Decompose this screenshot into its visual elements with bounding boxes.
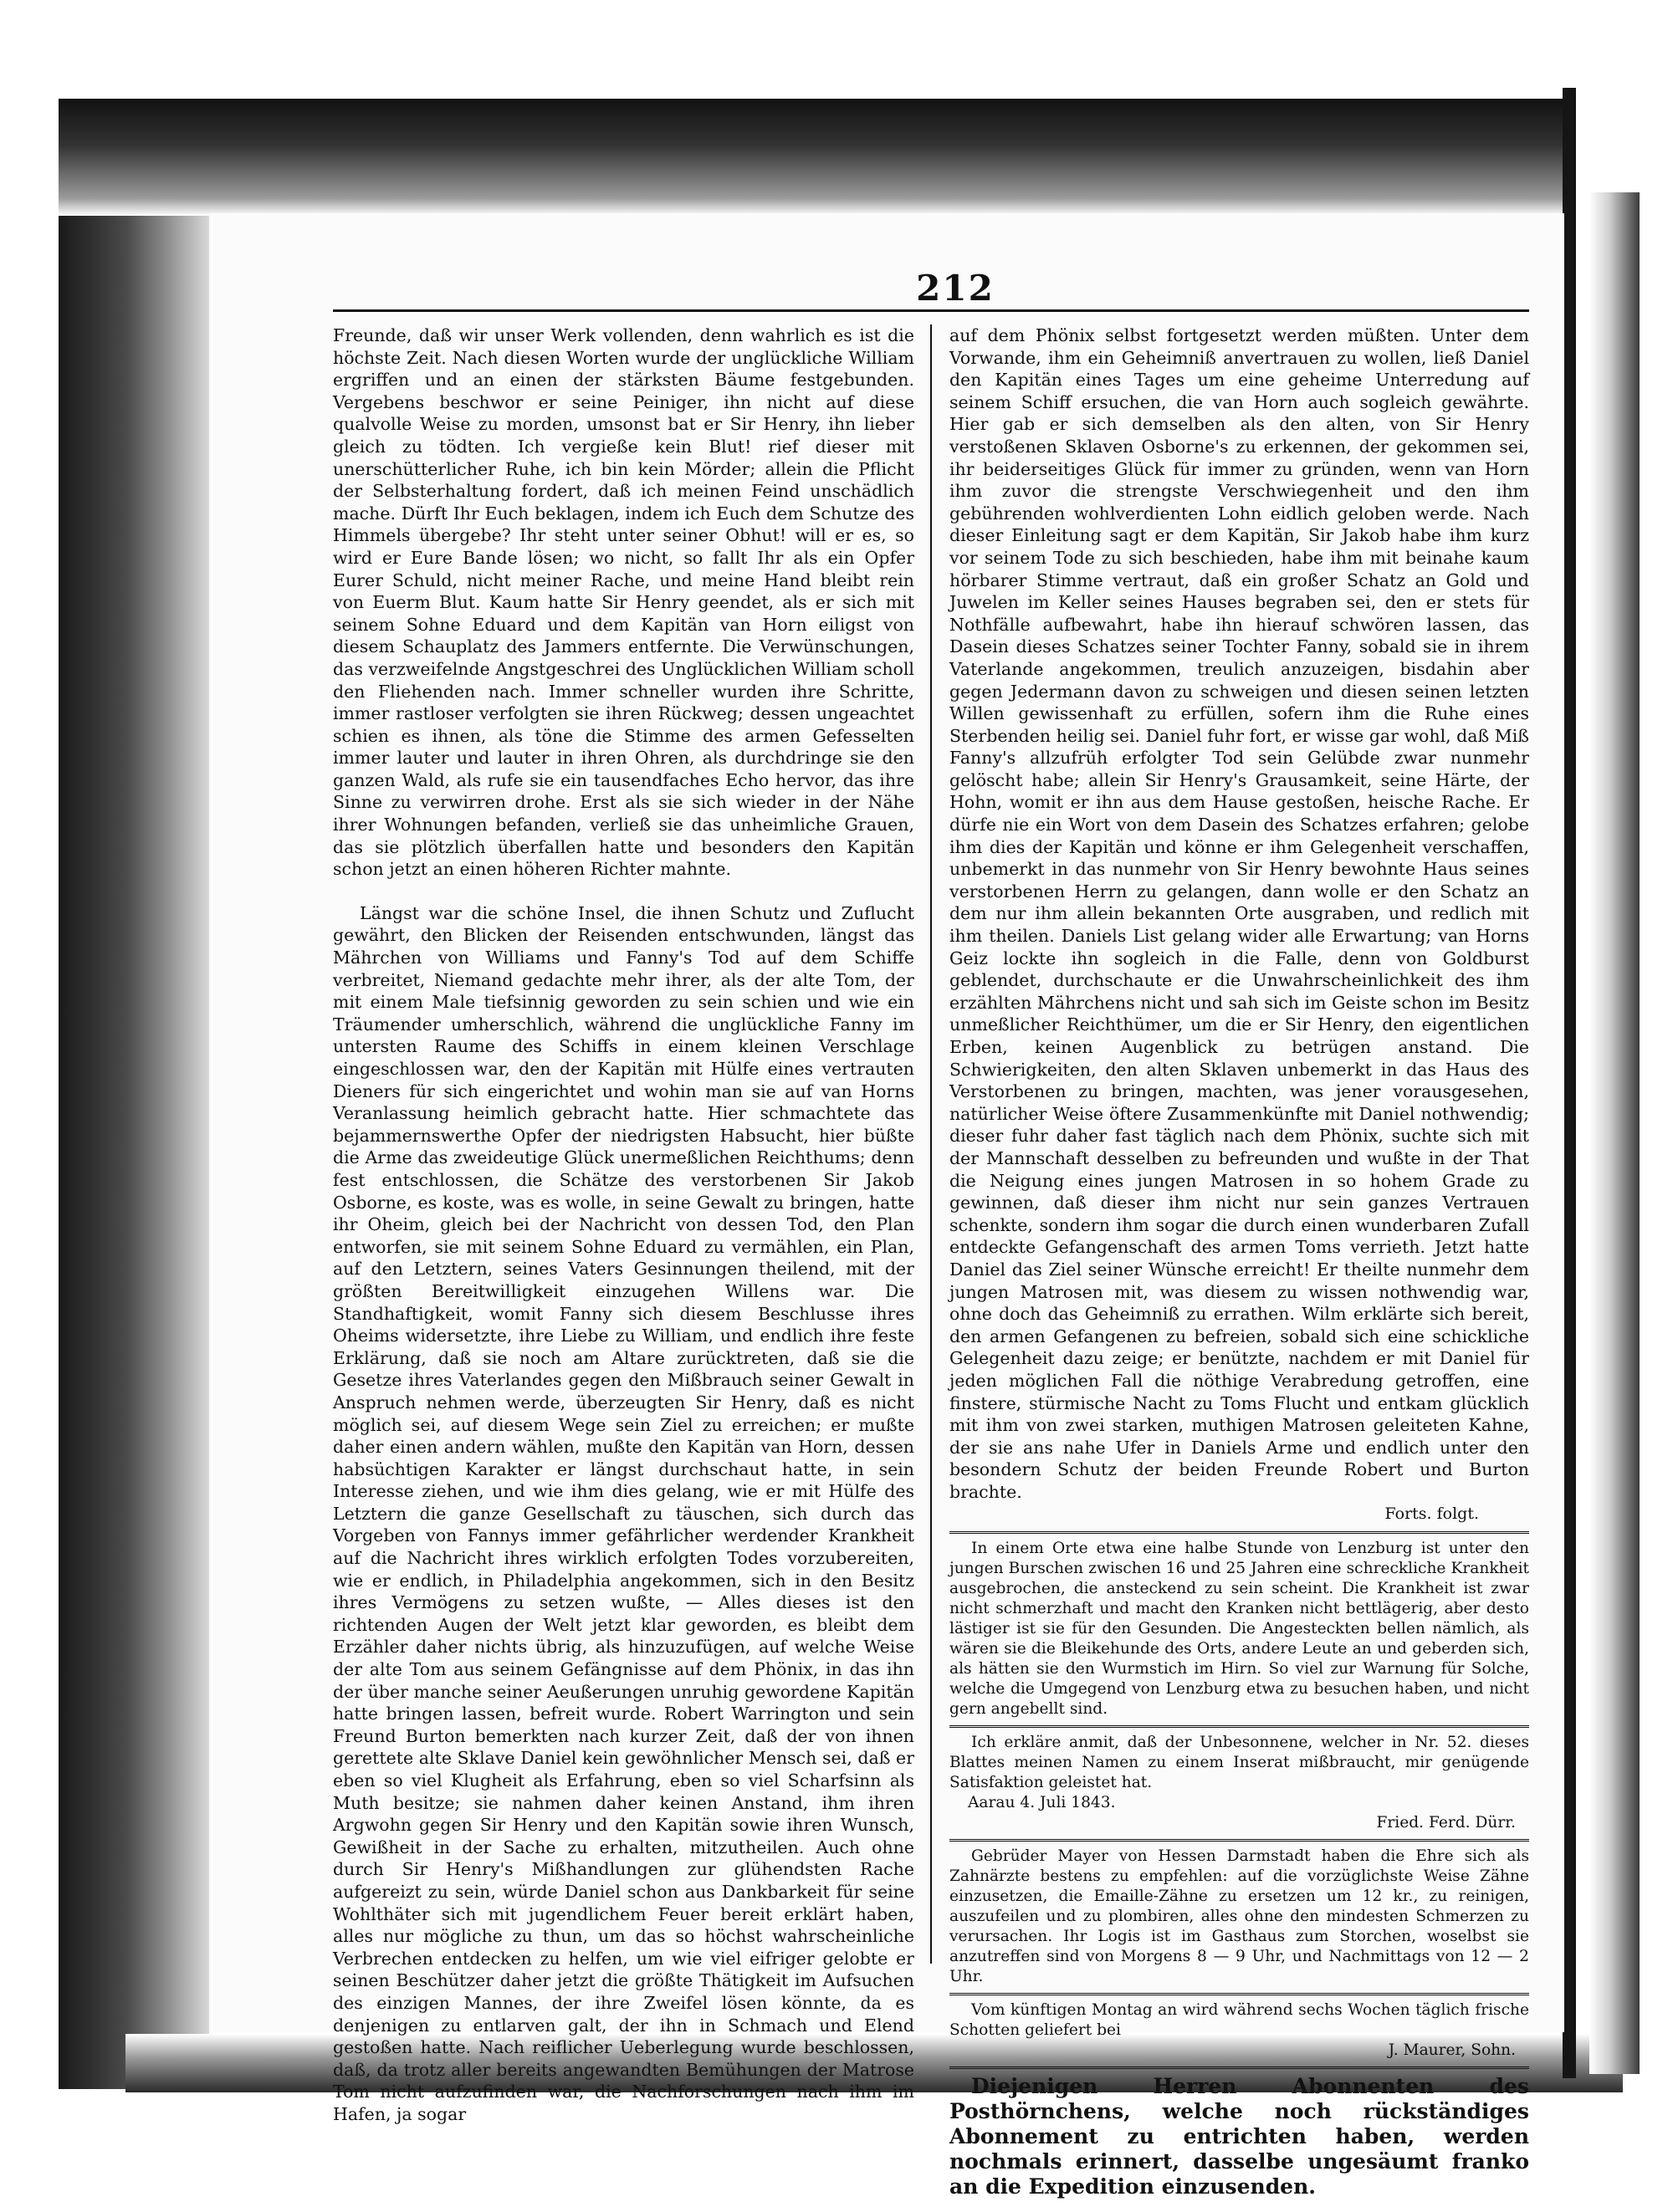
ad-declaration [949,1733,1529,1833]
book-right-edge [1589,192,1640,2074]
ad-lenzburg [949,1539,1529,1719]
book-binding-left [59,99,209,2089]
continuation-note: Forts. folgt. [1384,1504,1479,1524]
right-column [949,324,1529,2199]
subscriber-notice: Diejenigen Herren Abonnenten des Posthörnchens, welche noch rückständiges Abonnement zu entrichten haben, werden nochmals erinnert, dasselbe ungesäumt franko an die Expedition einzusenden. [949,2074,1529,2199]
ad-divider [949,1531,1529,1534]
ad-schotten-text: Vom künftigen Montag an wird während sechs Wochen täglich frische Schotten geliefert bei [949,2001,1529,2040]
book-fold-line [1563,88,1576,2078]
ad-schotten [949,2000,1529,2061]
left-paragraph-2: Längst war die schöne Insel, die ihnen Schutz und Zuflucht gewährt, den Blicken der Reisenden entschwunden, längst das Mährchen von Williams und Fanny's Tod auf dem Schiffe verbreitet, Niemand gedachte mehr ihrer, als der alte Tom, der mit einem Male tiefsinnig geworden zu sein schien und wie ein Träumender umherschlich, während die unglückliche Fanny im untersten Raume des Schiffs in einem kleinen Verschlage eingeschlossen war, den der Kapitän mit Hülfe eines vertrauten Dieners für sich eingerichtet und wohin man sie auf van Horns Veranlassung heimlich gebracht hatte. Hier schmachtete das bejammernswerthe Opfer der niedrigsten Habsucht, hier büßte die Arme das zweideutige Glück unermeßlichen Reichthums; denn fest entschlossen, die Schätze des verstorbenen Sir Jakob Osborne, es koste, was es wolle, in seine Gewalt zu bringen, hatte ihr Oheim, gleich bei der Nachricht von dessen Tod, den Plan entworfen, sie mit seinem Sohne Eduard zu vermählen, ein Plan, auf den Letztern, seines Vaters Gesinnungen theilend, mit der größten Bereitwilligkeit einzugehen Willens war. Die Standhaftigkeit, womit Fanny sich diesem Beschlusse ihres Oheims widersetzte, ihre Liebe zu William, und endlich ihre feste Erklärung, daß sie noch am Altare zurücktreten, daß sie die Gesetze ihres Vaterlandes gegen den Mißbrauch seiner Gewalt in Anspruch nehmen werde, überzeugten Sir Henry, daß es nicht möglich sei, auf diesem Wege sein Ziel zu erreichen; er mußte daher einen andern wählen, mußte den Kapitän van Horn, dessen habsüchtigen Karakter er längst durchschaut hatte, in sein Interesse ziehen, und wie ihm dies gelang, wie er mit Hülfe des Letztern die ganze Gesellschaft zu täuschen, sich durch das Vorgeben von Fannys immer gefährlicher werdender Krankheit auf die Nachricht ihres wirklich erfolgten Todes vorzubereiten, wie er endlich, in Philadelphia angekommen, sich in den Besitz ihres Vermögens zu setzen wußte, — Alles dieses ist den richtenden Augen der Welt jetzt klar geworden, es bleibt dem Erzähler daher nichts übrig, als hinzuzufügen, auf welche Weise der alte Tom aus seinem Gefängnisse auf dem Phönix, in das ihn der über manche seiner Aeußerungen unruhig gewordene Kapitän hatte bringen lassen, befreit wurde. Robert Warrington und sein Freund Burton bemerkten nach kurzer Zeit, daß der von ihnen gerettete alte Sklave Daniel kein gewöhnlicher Mensch sei, daß er eben so viel Klugheit als Erfahrung, eben so viel Scharfsinn als Muth besitze; sie nahmen daher keinen Anstand, ihm ihren Argwohn gegen Sir Henry und den Kapitän sowie ihren Wunsch, Gewißheit in der Sache zu erhalten, mitzutheilen. Auch ohne durch Sir Henry's Mißhandlungen zur glühendsten Rache aufgereizt zu sein, würde Daniel schon aus Dankbarkeit für seine Wohlthäter sich mit jugendlichem Feuer bereit erklärt haben, alles nur mögliche zu thun, um das so höchst wahrscheinliche Verbrechen entdecken zu helfen, um wie viel eifriger gelobte er seinen Beschützer daher jetzt die größte Thätigkeit im Aufsuchen des einzigen Mannes, der ihre Zweifel lösen könnte, da es denjenigen zu entlarven galt, der ihn in Schmach und Elend gestoßen hatte. Nach reiflicher Ueberlegung wurde beschlossen, daß, da trotz aller bereits angewandten Bemühungen der Matrose Tom nicht aufzufinden war, die Nachforschungen nach ihm im Hafen, ja sogar [333,902,914,2124]
page-number: 212 [916,268,995,309]
ad-declaration-signature: Fried. Ferd. Dürr. [1376,1814,1516,1832]
header-rule [333,309,1529,312]
ad-declaration-date: Aarau 4. Juli 1843. [968,1794,1116,1812]
ad-schotten-signature: J. Maurer, Sohn. [1388,2041,1516,2060]
ad-lenzburg-text: In einem Orte etwa eine halbe Stunde von Lenzburg ist unter den jungen Burschen zwischen 16 und 25 Jahren eine schreckliche Krankheit ausgebrochen, die ansteckend zu sein scheint. Die Krankheit ist zwar nicht schmerzhaft und macht den Kranken nicht bettlägerig, aber desto lästiger ist sie für den Gesunden. Die Angesteckten bellen nämlich, als wären sie die Bleikehunde des Orts, andere Leute an und geberden sich, als hätten sie den Wurmstich im Hirn. So viel zur Warnung für Solche, welche die Umgegend von Lenzburg etwa zu besuchen haben, und nicht gern angebellt sind. [949,1540,1529,1719]
ad-divider [949,1839,1529,1842]
ad-divider [949,1725,1529,1728]
ad-dentists [949,1847,1529,1987]
column-rule [930,324,932,1964]
left-paragraph-1: Freunde, daß wir unser Werk vollenden, denn wahrlich es ist die höchste Zeit. Nach diesen Worten wurde der unglückliche William ergriffen und an einen der stärksten Bäume festgebunden. Vergebens beschwor er seine Peiniger, ihn nicht auf diese qualvolle Weise zu morden, umsonst bat er Sir Henry, ihn lieber gleich zu tödten. Ich vergieße kein Blut! rief dieser mit unerschütterlicher Ruhe, ich bin kein Mörder; allein die Pflicht der Selbsterhaltung fordert, daß ich meinen Feind unschädlich mache. Dürft Ihr Euch beklagen, indem ich Euch dem Schutze des Himmels übergebe? Ihr steht unter seiner Obhut! will er es, so wird er Eure Bande lösen; wo nicht, so fallt Ihr als ein Opfer Eurer Schuld, nicht meiner Rache, und meine Hand bleibt rein von Euerm Blut. Kaum hatte Sir Henry geendet, als er sich mit seinem Sohne Eduard und dem Kapitän van Horn eiligst von diesem Schauplatz des Jammers entfernte. Die Verwünschungen, das verzweifelnde Angstgeschrei des Unglücklichen William scholl den Fliehenden nach. Immer schneller wurden ihre Schritte, immer rastloser verfolgten sie ihren Rückweg; dessen ungeachtet schien es ihnen, als töne die Stimme des armen Gefesselten immer lauter und lauter in ihren Ohren, als durchdringe sie den ganzen Wald, als rufe sie ein tausendfaches Echo hervor, das ihre Sinne zu verwirren drohe. Erst als sie sich wieder in der Nähe ihrer Wohnungen befanden, verließ sie das unheimliche Grauen, das sie plötzlich überfallen hatte und besonders den Kapitän schon jetzt an einen höheren Richter mahnte. [333,325,914,880]
ad-dentists-text: Gebrüder Mayer von Hessen Darmstadt haben die Ehre sich als Zahnärzte bestens zu empfehlen: auf die vorzüglichste Weise Zähne einzusetzen, die Emaille-Zähne zu ersetzen um 12 kr., zu reinigen, auszufeilen und zu plombiren, alles ohne den mindesten Schmerzen zu verursachen. Ihr Logis ist im Gasthaus zum Storchen, woselbst sie anzutreffen sind von Morgens 8 — 9 Uhr, und Nachmittags von 12 — 2 Uhr. [949,1847,1529,1986]
left-column [333,324,914,2126]
ad-declaration-text: Ich erkläre anmit, daß der Unbesonnene, welcher in Nr. 52. dieses Blattes meinen Namen zu einem Inserat mißbraucht, mir genügende Satisfaktion geleistet hat. [949,1734,1529,1792]
right-paragraph-1: auf dem Phönix selbst fortgesetzt werden müßten. Unter dem Vorwande, ihm ein Geheimniß anvertrauen zu wollen, ließ Daniel den Kapitän eines Tages um eine geheime Unterredung auf seinem Schiff ersuchen, die van Horn auch sogleich gewährte. Hier gab er sich demselben als den alten, von Sir Henry verstoßenen Sklaven Osborne's zu erkennen, der gekommen sei, ihr beiderseitiges Glück für immer zu gründen, wenn van Horn ihm zuvor die strengste Verschwiegenheit und den ihm gebührenden wohlverdienten Lohn eidlich geloben werde. Nach dieser Einleitung sagt er dem Kapitän, Sir Jakob habe ihm kurz vor seinem Tode zu sich beschieden, habe ihm mit beinahe kaum hörbarer Stimme vertraut, daß ein großer Schatz an Gold und Juwelen im Keller seines Hauses begraben sei, den er stets für Nothfälle aufbewahrt, habe ihn hierauf schwören lassen, das Dasein dieses Schatzes seiner Tochter Fanny, sobald sie in ihrem Vaterlande angekommen, treulich anzuzeigen, bisdahin aber gegen Jedermann davon zu schweigen und diesen seinen letzten Willen gewissenhaft zu erfüllen, sofern ihm die Ruhe eines Sterbenden heilig sei. Daniel fuhr fort, er wisse gar wohl, daß Miß Fanny's allzufrüh erfolgter Tod sein Gelübde zwar nunmehr gelöscht habe; allein Sir Henry's Grausamkeit, seine Härte, der Hohn, womit er ihn aus dem Hause gestoßen, heische Rache. Er dürfe nie ein Wort von dem Dasein des Schatzes erfahren; gelobe ihm dies der Kapitän und könne er ihm Gelegenheit verschaffen, unbemerkt in das nunmehr von Sir Henry bewohnte Haus seines verstorbenen Herrn zu gelangen, dann wolle er den Schatz an dem nur ihm allein bekannten Orte ausgraben, und redlich mit ihm theilen. Daniels List gelang wider alle Erwartung; van Horns Geiz lockte ihn sogleich in die Falle, denn von Goldburst geblendet, durchschaute er die Unwahrscheinlichkeit des ihm erzählten Mährchens nicht und sah sich im Geiste schon im Besitz unmeßlicher Reichthümer, um die er Sir Henry, den eigentlichen Erben, keinen Augenblick zu betrügen anstand. Die Schwierigkeiten, den alten Sklaven unbemerkt in das Haus des Verstorbenen zu bringen, machten, was jener vorausgesehen, natürlicher Weise öftere Zusammenkünfte mit Daniel nothwendig; dieser fuhr daher fast täglich nach dem Phönix, suchte sich mit der Mannschaft desselben zu befreunden und wußte in der That die Neigung eines jungen Matrosen in so hohem Grade zu gewinnen, daß dieser ihm nicht nur sein ganzes Vertrauen schenkte, sondern ihm sogar die durch einen wunderbaren Zufall entdeckte Gefangenschaft des armen Toms verrieth. Jetzt hatte Daniel das Ziel seiner Wünsche erreicht! Er theilte nunmehr dem jungen Matrosen mit, was diesem zu wissen nothwendig war, ohne doch das Geheimniß zu errathen. Wilm erklärte sich bereit, den armen Gefangenen zu befreien, sobald sich eine schickliche Gelegenheit dazu zeige; er benützte, nachdem er mit Daniel für jeden möglichen Fall die nöthige Verabredung getroffen, eine finstere, stürmische Nacht zu Toms Flucht und entkam glücklich mit ihm von zwei starken, muthigen Matrosen geleiteten Kahne, der sie ans nahe Ufer in Daniels Arme und endlich unter den besondern Schutz der beiden Freunde Robert und Burton brachte. [949,325,1529,1502]
ad-divider [949,1993,1529,1995]
book-top-edge [59,99,1564,216]
ad-divider [949,2066,1529,2069]
